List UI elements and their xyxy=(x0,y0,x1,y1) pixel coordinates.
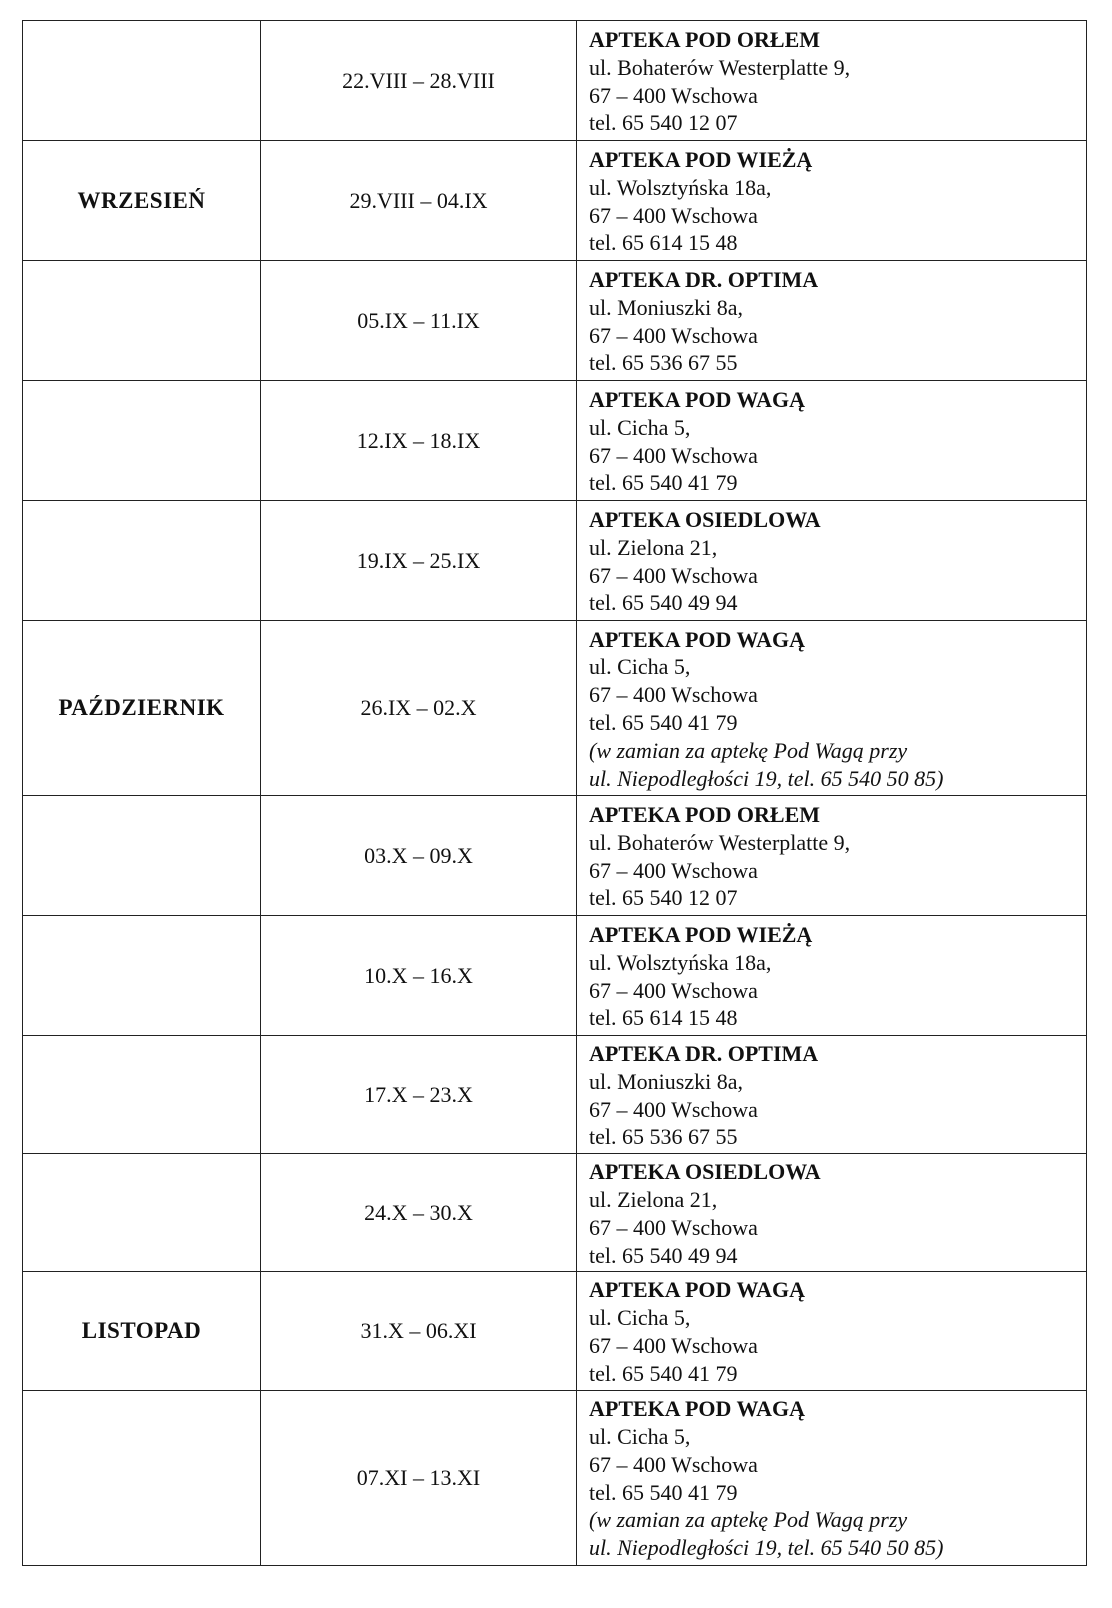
month-cell xyxy=(23,261,261,381)
pharmacy-cell xyxy=(577,381,1087,501)
date-range-cell: 12.IX – 18.IX xyxy=(261,381,577,501)
date-range-cell: 31.X – 06.XI xyxy=(261,1272,577,1390)
month-cell xyxy=(23,381,261,501)
table-row xyxy=(23,1154,1087,1272)
pharmacy-duty-schedule-table xyxy=(22,20,1087,1566)
table-row xyxy=(23,1036,1087,1154)
pharmacy-phone: tel. 65 540 49 94 xyxy=(589,1242,738,1268)
table-row xyxy=(23,1390,1087,1565)
pharmacy-street: ul. Cicha 5, xyxy=(589,1423,691,1449)
pharmacy-street: ul. Zielona 21, xyxy=(589,1186,718,1212)
pharmacy-city: 67 – 400 Wschowa xyxy=(589,682,758,708)
date-range-cell: 05.IX – 11.IX xyxy=(261,261,577,381)
pharmacy-cell xyxy=(577,21,1087,141)
pharmacy-street: ul. Zielona 21, xyxy=(589,534,718,560)
date-range-cell: 24.X – 30.X xyxy=(261,1154,577,1272)
pharmacy-cell xyxy=(577,261,1087,381)
pharmacy-phone: tel. 65 540 12 07 xyxy=(589,110,738,136)
month-cell xyxy=(23,1036,261,1154)
pharmacy-city: 67 – 400 Wschowa xyxy=(589,82,758,108)
pharmacy-name: APTEKA POD WIEŻĄ xyxy=(589,146,813,172)
pharmacy-name: APTEKA OSIEDLOWA xyxy=(589,506,821,532)
table-row xyxy=(23,261,1087,381)
pharmacy-phone: tel. 65 540 41 79 xyxy=(589,1360,738,1386)
date-range-cell: 26.IX – 02.X xyxy=(261,621,577,796)
date-range-cell: 22.VIII – 28.VIII xyxy=(261,21,577,141)
pharmacy-cell xyxy=(577,796,1087,916)
month-cell: LISTOPAD xyxy=(23,1272,261,1390)
month-cell xyxy=(23,1154,261,1272)
pharmacy-phone: tel. 65 540 49 94 xyxy=(589,590,738,616)
pharmacy-name: APTEKA POD WIEŻĄ xyxy=(589,921,813,947)
pharmacy-name: APTEKA POD ORŁEM xyxy=(589,26,821,52)
replacement-note: (w zamian za aptekę Pod Wagą przy xyxy=(589,1507,908,1533)
date-range-cell: 29.VIII – 04.IX xyxy=(261,141,577,261)
pharmacy-cell xyxy=(577,1272,1087,1390)
pharmacy-street: ul. Cicha 5, xyxy=(589,654,691,680)
pharmacy-phone: tel. 65 540 41 79 xyxy=(589,1479,738,1505)
pharmacy-street: ul. Wolsztyńska 18a, xyxy=(589,174,772,200)
pharmacy-city: 67 – 400 Wschowa xyxy=(589,562,758,588)
pharmacy-name: APTEKA POD WAGĄ xyxy=(589,1396,805,1422)
month-cell: WRZESIEŃ xyxy=(23,141,261,261)
pharmacy-name: APTEKA DR. OPTIMA xyxy=(589,266,819,292)
pharmacy-city: 67 – 400 Wschowa xyxy=(589,442,758,468)
pharmacy-street: ul. Bohaterów Westerplatte 9, xyxy=(589,54,851,80)
pharmacy-cell xyxy=(577,1154,1087,1272)
pharmacy-city: 67 – 400 Wschowa xyxy=(589,1332,758,1358)
month-cell xyxy=(23,501,261,621)
pharmacy-street: ul. Bohaterów Westerplatte 9, xyxy=(589,829,851,855)
pharmacy-street: ul. Moniuszki 8a, xyxy=(589,1068,743,1094)
table-row xyxy=(23,501,1087,621)
pharmacy-cell xyxy=(577,1390,1087,1565)
pharmacy-phone: tel. 65 536 67 55 xyxy=(589,350,738,376)
pharmacy-city: 67 – 400 Wschowa xyxy=(589,1214,758,1240)
replacement-note: ul. Niepodległości 19, tel. 65 540 50 85) xyxy=(589,765,944,791)
pharmacy-street: ul. Moniuszki 8a, xyxy=(589,294,743,320)
pharmacy-name: APTEKA POD WAGĄ xyxy=(589,386,805,412)
replacement-note: ul. Niepodległości 19, tel. 65 540 50 85) xyxy=(589,1535,944,1561)
month-cell xyxy=(23,916,261,1036)
month-cell xyxy=(23,21,261,141)
pharmacy-name: APTEKA POD WAGĄ xyxy=(589,1277,805,1303)
pharmacy-city: 67 – 400 Wschowa xyxy=(589,322,758,348)
pharmacy-name: APTEKA OSIEDLOWA xyxy=(589,1159,821,1185)
pharmacy-phone: tel. 65 614 15 48 xyxy=(589,230,738,256)
pharmacy-city: 67 – 400 Wschowa xyxy=(589,1451,758,1477)
pharmacy-city: 67 – 400 Wschowa xyxy=(589,202,758,228)
pharmacy-cell xyxy=(577,1036,1087,1154)
date-range-cell: 19.IX – 25.IX xyxy=(261,501,577,621)
table-row xyxy=(23,621,1087,796)
pharmacy-phone: tel. 65 540 41 79 xyxy=(589,470,738,496)
month-cell xyxy=(23,796,261,916)
pharmacy-street: ul. Wolsztyńska 18a, xyxy=(589,949,772,975)
date-range-cell: 10.X – 16.X xyxy=(261,916,577,1036)
pharmacy-name: APTEKA POD ORŁEM xyxy=(589,801,821,827)
date-range-cell: 17.X – 23.X xyxy=(261,1036,577,1154)
table-row xyxy=(23,1272,1087,1390)
pharmacy-name: APTEKA POD WAGĄ xyxy=(589,626,805,652)
pharmacy-city: 67 – 400 Wschowa xyxy=(589,1096,758,1122)
pharmacy-street: ul. Cicha 5, xyxy=(589,414,691,440)
pharmacy-cell xyxy=(577,501,1087,621)
pharmacy-street: ul. Cicha 5, xyxy=(589,1305,691,1331)
table-row xyxy=(23,141,1087,261)
pharmacy-city: 67 – 400 Wschowa xyxy=(589,857,758,883)
date-range-cell: 03.X – 09.X xyxy=(261,796,577,916)
pharmacy-cell xyxy=(577,141,1087,261)
date-range-cell: 07.XI – 13.XI xyxy=(261,1390,577,1565)
pharmacy-name: APTEKA DR. OPTIMA xyxy=(589,1041,819,1066)
pharmacy-phone: tel. 65 614 15 48 xyxy=(589,1005,738,1031)
month-cell: PAŹDZIERNIK xyxy=(23,621,261,796)
pharmacy-cell xyxy=(577,916,1087,1036)
pharmacy-phone: tel. 65 540 41 79 xyxy=(589,710,738,735)
pharmacy-phone: tel. 65 540 12 07 xyxy=(589,885,738,911)
table-row xyxy=(23,381,1087,501)
replacement-note: (w zamian za aptekę Pod Wagą przy xyxy=(589,737,908,763)
month-cell xyxy=(23,1390,261,1565)
pharmacy-phone: tel. 65 536 67 55 xyxy=(589,1124,738,1150)
pharmacy-cell xyxy=(577,621,1087,796)
table-row xyxy=(23,916,1087,1036)
pharmacy-city: 67 – 400 Wschowa xyxy=(589,977,758,1003)
table-row xyxy=(23,796,1087,916)
table-row xyxy=(23,21,1087,141)
